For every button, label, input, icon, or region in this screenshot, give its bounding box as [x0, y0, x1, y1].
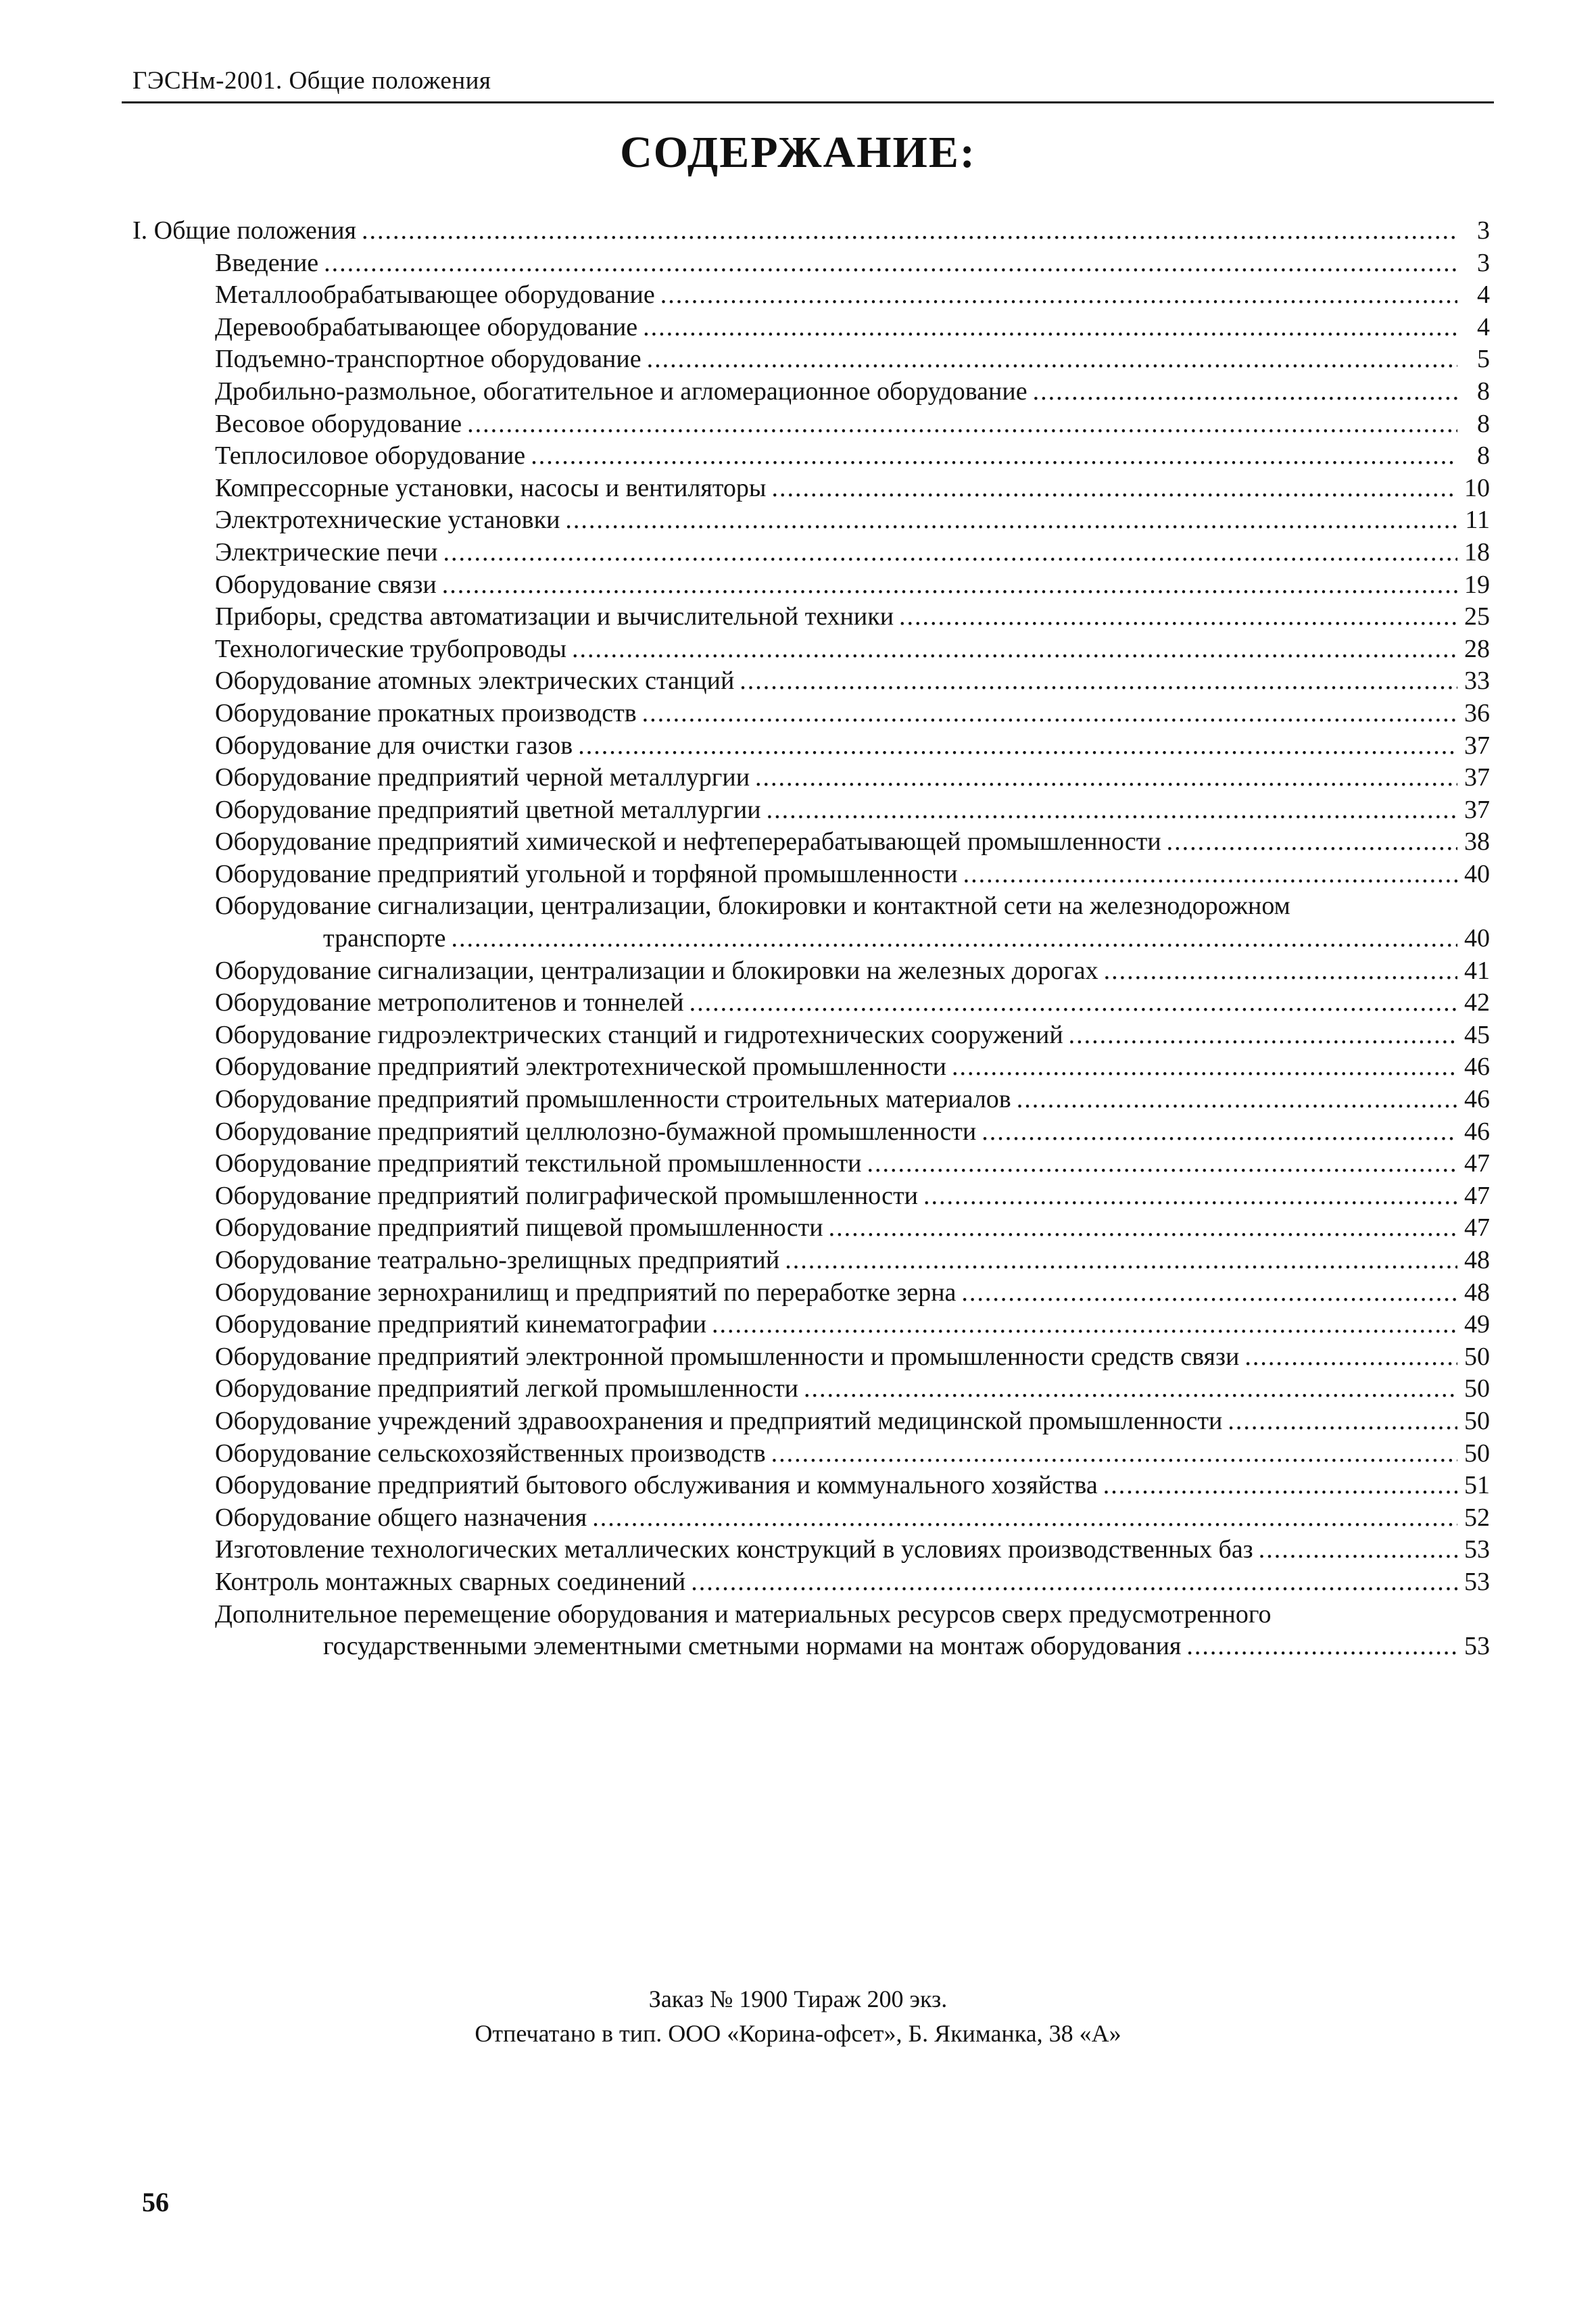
toc-entry-label: Оборудование зернохранилищ и предприятий по переработке зерна: [215, 1278, 957, 1307]
toc-entry-label: Оборудование гидроэлектрических станций и гидротехнических сооружений: [215, 1020, 1063, 1049]
toc-entry-label: Оборудование сигнализации, централизации и блокировки на железных дорогах: [215, 956, 1098, 985]
toc-entry-page: 50: [1464, 1406, 1490, 1435]
toc-entry[interactable]: [132, 408, 1490, 441]
toc-entry-label: Электрические печи: [215, 537, 438, 566]
toc-entry-page: 42: [1464, 988, 1490, 1017]
dot-leader: [643, 312, 1457, 344]
toc-entry-label: Введение: [215, 248, 319, 277]
toc-entry[interactable]: [132, 343, 1490, 376]
toc-entry-label: Оборудование атомных электрических станций: [215, 667, 735, 696]
toc-entry-page: 52: [1464, 1503, 1490, 1532]
toc-entry-page: 37: [1464, 731, 1490, 760]
toc-entry-label: Дробильно-размольное, обогатительное и агломерационное оборудование: [215, 377, 1027, 406]
dot-leader: [1104, 955, 1457, 988]
toc-entry-page: 8: [1477, 441, 1490, 471]
toc-entry-page: 5: [1477, 345, 1490, 374]
toc-entry-label: Оборудование сельскохозяйственных производств: [215, 1439, 766, 1468]
toc-entry-label: Оборудование предприятий пищевой промышленности: [215, 1213, 823, 1243]
toc-entry-label: Весовое оборудование: [215, 409, 462, 438]
toc-entry[interactable]: [132, 473, 1490, 505]
toc-entry-label: Оборудование предприятий бытового обслуживания и коммунального хозяйства: [215, 1471, 1098, 1500]
dot-leader: [1167, 826, 1457, 859]
toc-entry[interactable]: [132, 1148, 1490, 1180]
dot-leader: [771, 1438, 1457, 1470]
toc-entry[interactable]: [132, 1309, 1490, 1341]
toc-entry[interactable]: [132, 1277, 1490, 1309]
dot-leader: [362, 215, 1457, 247]
dot-leader: [1228, 1405, 1457, 1438]
toc-entry[interactable]: [132, 1084, 1490, 1116]
toc-entry-page: 41: [1464, 956, 1490, 985]
toc-entry-label: Оборудование предприятий текстильной промышленности: [215, 1149, 862, 1178]
toc-entry[interactable]: [132, 665, 1490, 698]
toc-entry-continuation[interactable]: [132, 1631, 1490, 1663]
dot-leader: [1186, 1631, 1457, 1663]
toc-entry-page: 37: [1464, 795, 1490, 824]
toc-entry[interactable]: [132, 247, 1490, 280]
toc-entry-label: Оборудование учреждений здравоохранения и предприятий медицинской промышленности: [215, 1406, 1223, 1435]
toc-entry[interactable]: [132, 279, 1490, 312]
page-number: 56: [142, 2187, 169, 2217]
toc-entry-page: 46: [1464, 1117, 1490, 1146]
toc-entry-page: 3: [1477, 216, 1490, 245]
toc-entry-page: 36: [1464, 698, 1490, 727]
toc-entry-label: Оборудование театрально-зрелищных предприятий: [215, 1246, 780, 1274]
toc-entry[interactable]: [132, 633, 1490, 666]
running-header: ГЭСНм-2001. Общие положения: [132, 67, 491, 95]
dot-leader: [531, 440, 1457, 473]
dot-leader: [829, 1212, 1457, 1245]
dot-leader: [982, 1116, 1457, 1149]
toc-entry-page: 53: [1464, 1632, 1490, 1661]
toc-entry-label: Оборудование общего назначения: [215, 1503, 587, 1532]
toc-entry-label: Оборудование метрополитенов и тоннелей: [215, 988, 684, 1017]
toc-entry-label: Оборудование предприятий электротехнической промышленности: [215, 1053, 947, 1082]
toc-entry[interactable]: [132, 890, 1490, 923]
dot-leader: [647, 343, 1457, 376]
toc-entry[interactable]: [132, 730, 1490, 763]
toc-entry-label: Оборудование предприятий электронной промышленности и промышленности средств связи: [215, 1342, 1240, 1371]
dot-leader: [785, 1245, 1457, 1277]
toc-entry-label: Дополнительное перемещение оборудования и материальных ресурсов сверх предусмотренного: [215, 1599, 1272, 1629]
dot-leader: [660, 279, 1457, 312]
dot-leader: [740, 665, 1457, 698]
toc-entry-label: Технологические трубопроводы: [215, 634, 566, 663]
toc-entry-page: 4: [1477, 281, 1490, 310]
toc-entry-label: Подъемно-транспортное оборудование: [215, 345, 642, 374]
toc-entry-label: Оборудование сигнализации, централизации, блокировки и контактной сети на железнодорожном: [215, 892, 1290, 921]
toc-entry-page: 38: [1464, 827, 1490, 857]
toc-entry[interactable]: [132, 440, 1490, 473]
toc-entry[interactable]: [132, 1534, 1490, 1566]
dot-leader: [961, 1277, 1457, 1309]
toc-entry-page: 45: [1464, 1020, 1490, 1049]
toc-entry[interactable]: [132, 376, 1490, 408]
document-title: СОДЕРЖАНИЕ:: [620, 128, 976, 177]
toc-entry-label: I. Общие положения: [132, 216, 357, 245]
toc-entry-page: 48: [1464, 1246, 1490, 1274]
toc-entry-label: Оборудование предприятий угольной и торфяной промышленности: [215, 859, 958, 888]
dot-leader: [1017, 1084, 1457, 1116]
toc-entry-label: Приборы, средства автоматизации и вычислительной техники: [215, 602, 894, 631]
toc-entry[interactable]: [132, 1245, 1490, 1277]
toc-entry-page: 4: [1477, 312, 1490, 341]
toc-entry[interactable]: [132, 1212, 1490, 1245]
toc-entry-label: Оборудование предприятий химической и нефтеперерабатывающей промышленности: [215, 827, 1161, 857]
toc-entry-page: 49: [1464, 1310, 1490, 1339]
dot-leader: [442, 569, 1457, 602]
toc-entry-page: 46: [1464, 1053, 1490, 1082]
toc-entry-page: 50: [1464, 1439, 1490, 1468]
table-of-contents: [132, 215, 1490, 1663]
toc-entry-label: Оборудование предприятий легкой промышленности: [215, 1374, 799, 1403]
toc-entry[interactable]: [132, 569, 1490, 602]
toc-entry-label: государственными элементными сметными нормами на монтаж оборудования: [323, 1632, 1182, 1661]
dot-leader: [565, 504, 1457, 537]
toc-entry-label: Оборудование связи: [215, 570, 437, 599]
toc-entry-label: Изготовление технологических металлических конструкций в условиях производственных баз: [215, 1535, 1253, 1564]
toc-entry-page: 10: [1464, 473, 1490, 502]
dot-leader: [691, 1566, 1457, 1599]
toc-entry[interactable]: [132, 1116, 1490, 1149]
toc-entry-page: 48: [1464, 1278, 1490, 1307]
toc-entry-label: Контроль монтажных сварных соединений: [215, 1567, 686, 1596]
dot-leader: [578, 730, 1457, 763]
toc-entry-continuation[interactable]: [132, 923, 1490, 955]
toc-entry-page: 25: [1464, 602, 1490, 631]
toc-entry-label: Оборудование предприятий кинематографии: [215, 1310, 707, 1339]
header-rule: [122, 101, 1494, 103]
dot-leader: [324, 247, 1457, 280]
toc-entry-page: 50: [1464, 1374, 1490, 1403]
toc-entry-page: 8: [1477, 409, 1490, 438]
toc-entry[interactable]: [132, 537, 1490, 569]
dot-leader: [1103, 1470, 1457, 1502]
dot-leader: [451, 923, 1457, 955]
toc-entry[interactable]: [132, 698, 1490, 730]
toc-entry[interactable]: [132, 1341, 1490, 1374]
dot-leader: [767, 794, 1457, 827]
toc-entry[interactable]: [132, 826, 1490, 859]
dot-leader: [771, 473, 1457, 505]
toc-entry-page: 46: [1464, 1085, 1490, 1114]
dot-leader: [690, 987, 1457, 1019]
toc-entry-page: 11: [1465, 506, 1490, 535]
toc-entry[interactable]: [132, 1373, 1490, 1405]
dot-leader: [1069, 1019, 1457, 1052]
dot-leader: [804, 1373, 1457, 1405]
toc-entry-page: 47: [1464, 1149, 1490, 1178]
dot-leader: [443, 537, 1457, 569]
toc-entry-page: 40: [1464, 859, 1490, 888]
dot-leader: [1033, 376, 1457, 408]
dot-leader: [642, 698, 1457, 730]
toc-entry-label: Оборудование предприятий полиграфической промышленности: [215, 1181, 918, 1210]
toc-entry-page: 40: [1464, 924, 1490, 953]
toc-entry-label: Оборудование предприятий черной металлургии: [215, 763, 750, 792]
toc-entry[interactable]: [132, 955, 1490, 988]
toc-entry[interactable]: [132, 762, 1490, 794]
toc-entry[interactable]: [132, 1438, 1490, 1470]
dot-leader: [755, 762, 1457, 794]
toc-entry[interactable]: [132, 1405, 1490, 1438]
toc-entry[interactable]: [132, 1502, 1490, 1535]
toc-entry-label: Теплосиловое оборудование: [215, 441, 526, 471]
toc-entry[interactable]: [132, 794, 1490, 827]
toc-entry-page: 47: [1464, 1181, 1490, 1210]
toc-entry-page: 33: [1464, 667, 1490, 696]
toc-entry-page: 3: [1477, 248, 1490, 277]
imprint-printer-line: Отпечатано в тип. ООО «Корина-офсет», Б. Якиманка, 38 «А»: [475, 2020, 1121, 2047]
dot-leader: [923, 1180, 1457, 1213]
dot-leader: [467, 408, 1457, 441]
dot-leader: [963, 859, 1457, 891]
toc-entry[interactable]: [132, 859, 1490, 891]
toc-entry[interactable]: [132, 1599, 1490, 1631]
toc-entry-label: Оборудование предприятий цветной металлургии: [215, 795, 761, 824]
dot-leader: [1244, 1341, 1457, 1374]
toc-entry[interactable]: [132, 504, 1490, 537]
toc-entry-label: Оборудование предприятий промышленности строительных материалов: [215, 1085, 1011, 1114]
toc-entry-label: Компрессорные установки, насосы и вентиляторы: [215, 473, 767, 502]
toc-entry-label: Оборудование для очистки газов: [215, 731, 573, 760]
toc-entry[interactable]: [132, 601, 1490, 633]
toc-entry[interactable]: [132, 1051, 1490, 1084]
toc-entry-page: 28: [1464, 634, 1490, 663]
toc-entry-page: 50: [1464, 1342, 1490, 1371]
toc-entry-label: транспорте: [323, 924, 446, 953]
dot-leader: [952, 1051, 1457, 1084]
dot-leader: [1259, 1534, 1457, 1566]
toc-entry-label: Деревообрабатывающее оборудование: [215, 312, 638, 341]
dot-leader: [572, 633, 1457, 666]
toc-entry[interactable]: [132, 1019, 1490, 1052]
toc-entry[interactable]: [132, 1470, 1490, 1502]
toc-entry-page: 47: [1464, 1213, 1490, 1243]
toc-entry-page: 37: [1464, 763, 1490, 792]
dot-leader: [712, 1309, 1457, 1341]
toc-entry-page: 53: [1464, 1535, 1490, 1564]
toc-entry-label: Оборудование предприятий целлюлозно-бумажной промышленности: [215, 1117, 977, 1146]
dot-leader: [867, 1148, 1458, 1180]
toc-entry-page: 18: [1464, 537, 1490, 566]
toc-entry-page: 8: [1477, 377, 1490, 406]
dot-leader: [899, 601, 1457, 633]
toc-entry-page: 51: [1464, 1471, 1490, 1500]
toc-entry-page: 53: [1464, 1567, 1490, 1596]
toc-entry-label: Металлообрабатывающее оборудование: [215, 281, 655, 310]
imprint-order-line: Заказ № 1900 Тираж 200 экз.: [648, 1985, 948, 2012]
toc-entry-label: Оборудование прокатных производств: [215, 698, 637, 727]
toc-entry[interactable]: [132, 1180, 1490, 1213]
toc-entry[interactable]: [132, 987, 1490, 1019]
toc-entry-page: 19: [1464, 570, 1490, 599]
toc-entry[interactable]: [132, 312, 1490, 344]
toc-entry[interactable]: [132, 215, 1490, 247]
toc-entry-label: Электротехнические установки: [215, 506, 560, 535]
dot-leader: [592, 1502, 1457, 1535]
toc-entry[interactable]: [132, 1566, 1490, 1599]
